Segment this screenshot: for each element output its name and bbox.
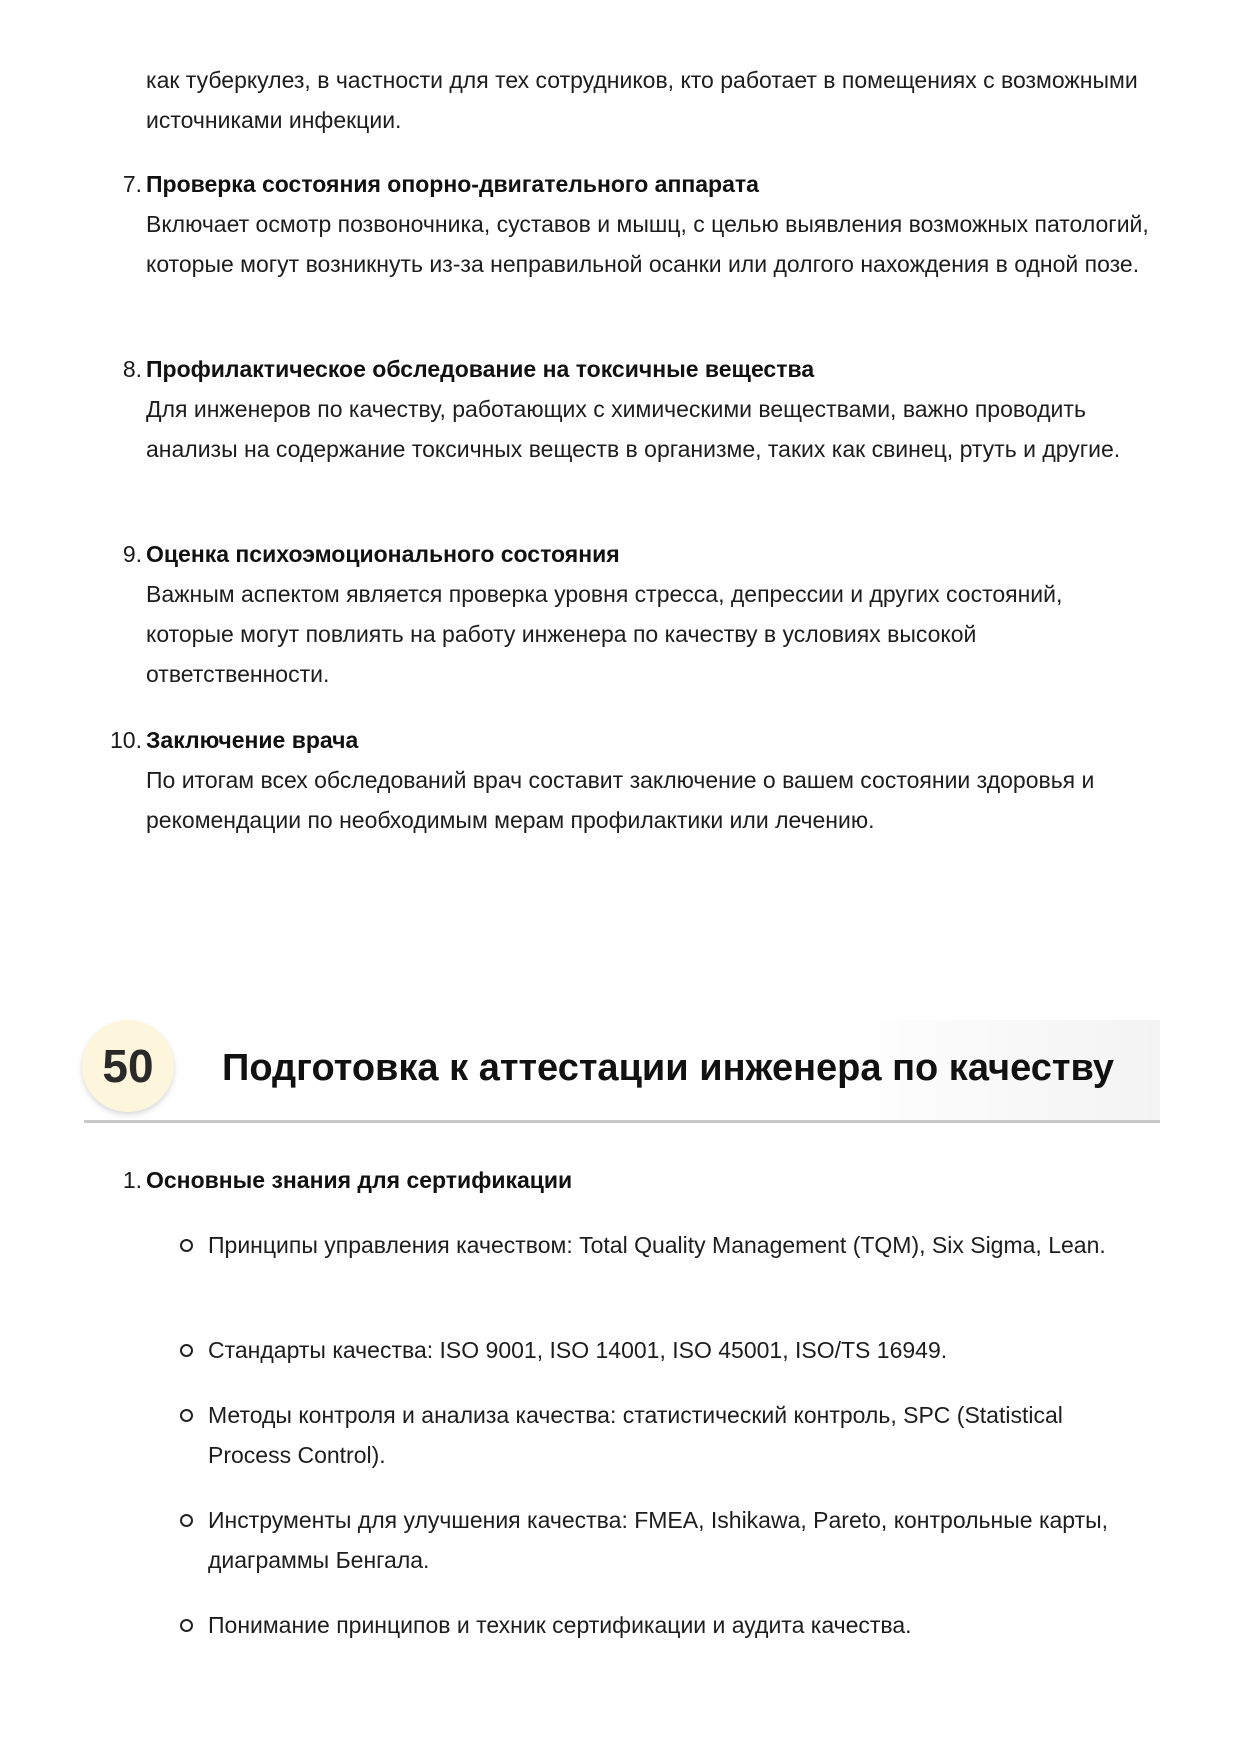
- bullet-circle-icon: [180, 1514, 193, 1527]
- list-item-text: Для инженеров по качеству, работающих с химическими веществами, важно проводить анализы на содержание токсичных веществ в организме, таких как свинец, ртуть и другие.: [146, 396, 1121, 462]
- list-item-text: По итогам всех обследований врач составит заключение о вашем состоянии здоровья и рекомендации по необходимым мерам профилактики или лечению.: [146, 767, 1095, 833]
- continuation-paragraph: как туберкулез, в частности для тех сотрудников, кто работает в помещениях с возможными источниками инфекции.: [146, 67, 1138, 133]
- list-item-number: 1.: [122, 1167, 142, 1193]
- bullet-text: Принципы управления качеством: Total Quality Management (TQM), Six Sigma, Lean.: [208, 1232, 1106, 1258]
- list-item-text: Важным аспектом является проверка уровня стресса, депрессии и других состояний, которые могут повлиять на работу инженера по качеству в условиях высокой ответственности.: [146, 581, 1063, 687]
- list-item-title: Оценка психоэмоционального состояния: [146, 541, 620, 567]
- section-title: Подготовка к аттестации инженера по качеству: [222, 1047, 1114, 1089]
- list-item-title: Профилактическое обследование на токсичные вещества: [146, 356, 815, 382]
- list-item-number: 7.: [122, 171, 142, 197]
- section-header: [84, 1020, 1160, 1120]
- bullet-circle-icon: [180, 1239, 193, 1252]
- bullet-circle-icon: [180, 1344, 193, 1357]
- bullet-text: Инструменты для улучшения качества: FMEA, Ishikawa, Pareto, контрольные карты, диаграммы Бенгала.: [208, 1507, 1109, 1573]
- bullet-text: Стандарты качества: ISO 9001, ISO 14001, ISO 45001, ISO/TS 16949.: [208, 1337, 948, 1363]
- bullet-circle-icon: [180, 1409, 193, 1422]
- list-item-title: Проверка состояния опорно-двигательного аппарата: [146, 171, 759, 197]
- list-item-number: 9.: [122, 541, 142, 567]
- list-item-title: Заключение врача: [146, 727, 359, 753]
- list-item-title: Основные знания для сертификации: [146, 1167, 573, 1193]
- list-item-number: 10.: [110, 727, 142, 753]
- bullet-text: Понимание принципов и техник сертификации и аудита качества.: [208, 1612, 912, 1638]
- list-item-number: 8.: [122, 356, 142, 382]
- bullet-text: Методы контроля и анализа качества: статистический контроль, SPC (Statistical Process Control).: [208, 1402, 1063, 1468]
- list-item-text: Включает осмотр позвоночника, суставов и мышц, с целью выявления возможных патологий, которые могут возникнуть из-за неправильной осанки или долгого нахождения в одной позе.: [146, 211, 1149, 277]
- bullet-circle-icon: [180, 1619, 193, 1632]
- section-number-badge: 50: [82, 1020, 174, 1112]
